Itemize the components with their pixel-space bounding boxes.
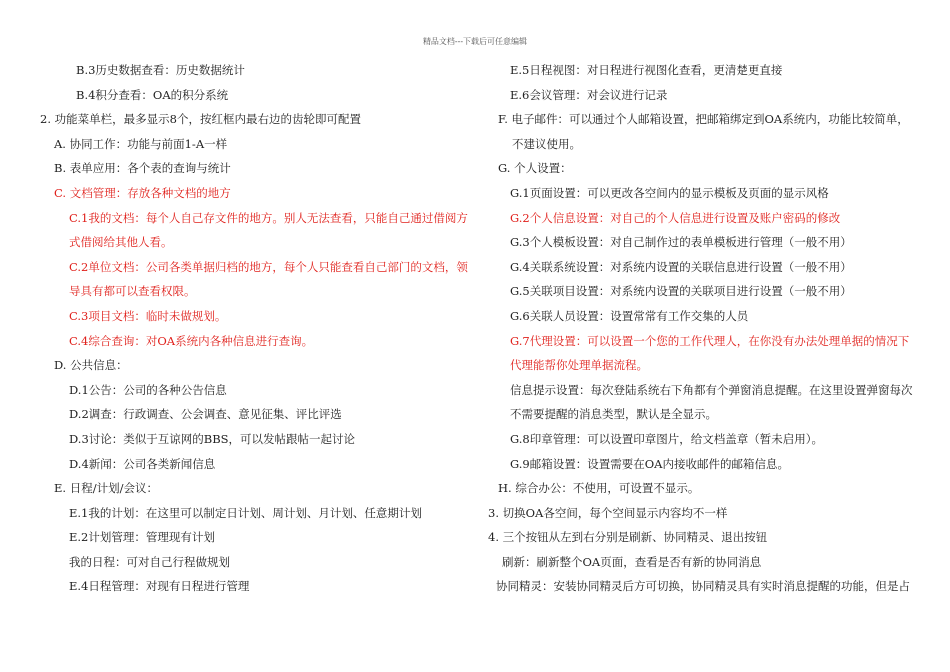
text-line: C.1我的文档：每个人自己存文件的地方。别人无法查看，只能自己通过借阅方 <box>69 210 468 225</box>
text-line: E.6会议管理：对会议进行记录 <box>510 87 668 102</box>
text-line: E.1我的计划：在这里可以制定日计划、周计划、月计划、任意期计划 <box>69 505 422 520</box>
text-line: E.4日程管理：对现有日程进行管理 <box>69 579 250 594</box>
text-line: E.5日程视图：对日程进行视图化查看，更清楚更直接 <box>510 63 783 77</box>
text-line: 式借阅给其他人看。 <box>69 235 173 250</box>
text-line: B.4积分查看：OA的积分系统 <box>76 87 229 102</box>
text-line: F. 电子邮件：可以通过个人邮箱设置，把邮箱绑定到OA系统内，功能比较简单， <box>498 112 909 127</box>
text-line: A. 协同工作：功能与前面1-A一样 <box>54 136 228 151</box>
text-line: 协同精灵：安装协同精灵后方可切换，协同精灵具有实时消息提醒的功能，但是占 <box>496 579 910 594</box>
text-line: G.1页面设置：可以更改各空间内的显示模板及页面的显示风格 <box>510 185 829 200</box>
text-line: E.2计划管理：管理现有计划 <box>69 530 215 545</box>
text-line: B.3历史数据查看：历史数据统计 <box>76 63 245 77</box>
text-line: D. 公共信息： <box>54 358 128 373</box>
right-column <box>488 64 918 605</box>
text-line: G.8印章管理：可以设置印章图片，给文档盖章（暂未启用）。 <box>510 431 823 446</box>
text-line: D.2调查：行政调查、公会调查、意见征集、评比评选 <box>69 407 342 422</box>
text-line: 2. 功能菜单栏，最多显示8个，按红框内最右边的齿轮即可配置 <box>40 112 361 127</box>
text-line: G.2个人信息设置：对自己的个人信息进行设置及账户密码的修改 <box>510 210 841 225</box>
text-line: G. 个人设置： <box>498 161 572 176</box>
text-line: C. 文档管理：存放各种文档的地方 <box>54 185 231 200</box>
text-line: 导具有都可以查看权限。 <box>69 284 196 299</box>
text-line: 不需要提醒的消息类型，默认是全显示。 <box>510 407 717 422</box>
text-line: H. 综合办公：不使用，可设置不显示。 <box>498 481 700 496</box>
text-line: G.3个人模板设置：对自己制作过的表单模板进行管理（一般不用） <box>510 235 852 250</box>
text-line: 信息提示设置：每次登陆系统右下角都有个弹窗消息提醒。在这里设置弹窗每次 <box>510 382 913 397</box>
text-line: D.4新闻：公司各类新闻信息 <box>69 456 216 471</box>
text-line: E. 日程/计划/会议： <box>54 481 158 496</box>
text-line: G.6关联人员设置：设置常常有工作交集的人员 <box>510 308 749 323</box>
text-line: 刷新：刷新整个OA页面，查看是否有新的协同消息 <box>502 554 762 569</box>
text-line: G.9邮箱设置：设置需要在OA内接收邮件的邮箱信息。 <box>510 456 789 471</box>
text-line: 代理能帮你处理单据流程。 <box>510 358 648 373</box>
text-line: D.3讨论：类似于互谅网的BBS，可以发帖跟帖一起讨论 <box>69 431 356 446</box>
text-line: 4. 三个按钮从左到右分别是刷新、协同精灵、退出按钮 <box>488 530 768 545</box>
text-line: G.4关联系统设置：对系统内设置的关联信息进行设置（一般不用） <box>510 259 852 274</box>
text-line: C.3项目文档：临时未做规划。 <box>69 308 227 323</box>
text-line: B. 表单应用：各个表的查询与统计 <box>54 161 231 176</box>
text-line: G.7代理设置：可以设置一个您的工作代理人，在你没有办法处理单据的情况下 <box>510 333 910 348</box>
page-header: 精品文档---下载后可任意编辑 <box>422 37 528 46</box>
text-line: 我的日程：可对自己行程做规划 <box>69 554 230 569</box>
text-line: 不建议使用。 <box>512 136 581 151</box>
text-line: C.2单位文档：公司各类单据归档的地方，每个人只能查看自己部门的文档，领 <box>69 259 468 274</box>
text-line: G.5关联项目设置：对系统内设置的关联项目进行设置（一般不用） <box>510 284 852 299</box>
text-line: D.1公告：公司的各种公告信息 <box>69 382 227 397</box>
text-line: C.4综合查询：对OA系统内各种信息进行查询。 <box>69 333 314 348</box>
text-line: 3. 切换OA各空间，每个空间显示内容均不一样 <box>488 505 728 520</box>
left-column <box>40 63 468 605</box>
